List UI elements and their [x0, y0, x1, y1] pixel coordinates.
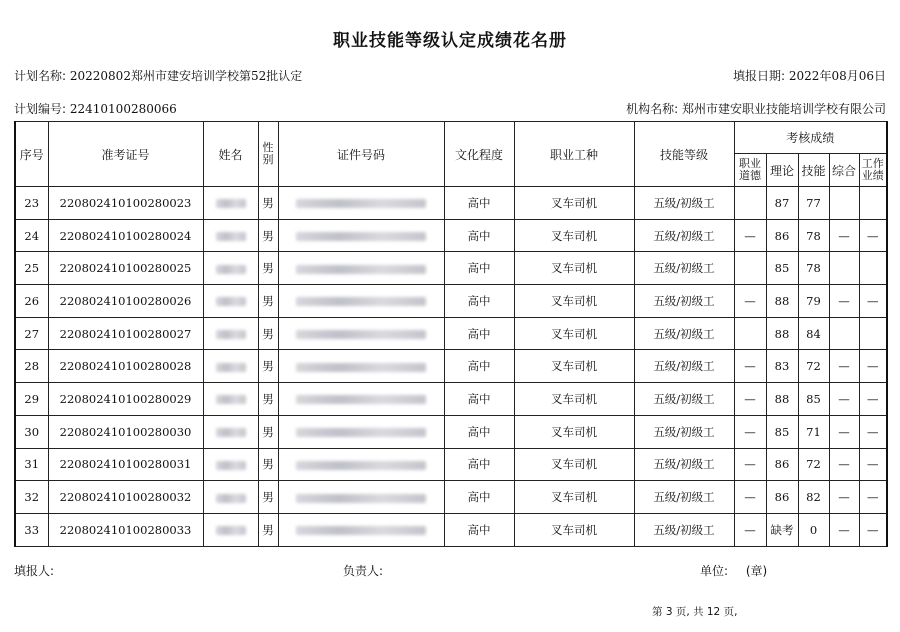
redacted-name: [216, 265, 246, 274]
reporter-label: 填报人:: [14, 564, 55, 578]
cell-id-no: [278, 513, 444, 546]
cell-skill: 77: [798, 187, 829, 220]
plan-name-line: [14, 67, 302, 84]
plan-name-label: 计划名称:: [14, 69, 67, 83]
cell-ethics: [734, 187, 766, 220]
cell-level: 五级/初级工: [634, 252, 734, 285]
cell-seq: 30: [15, 415, 48, 448]
table-row: [15, 285, 887, 318]
cell-name: [203, 350, 258, 383]
cell-ethics: —: [734, 350, 766, 383]
redacted-id-no: [296, 232, 426, 241]
header-exam-no: 准考证号: [48, 122, 203, 187]
cell-name: [203, 317, 258, 350]
cell-exam-no: 220802410100280030: [48, 415, 203, 448]
cell-theory: 88: [766, 317, 798, 350]
cell-skill: 0: [798, 513, 829, 546]
redacted-id-no: [296, 363, 426, 372]
cell-performance: —: [859, 415, 887, 448]
cell-skill: 79: [798, 285, 829, 318]
cell-theory: 86: [766, 219, 798, 252]
cell-comprehensive: [829, 252, 859, 285]
redacted-name: [216, 199, 246, 208]
cell-exam-no: 220802410100280028: [48, 350, 203, 383]
cell-id-no: [278, 383, 444, 416]
cell-id-no: [278, 187, 444, 220]
cell-level: 五级/初级工: [634, 513, 734, 546]
cell-gender: 男: [258, 481, 278, 514]
cell-occupation: 叉车司机: [514, 448, 634, 481]
cell-level: 五级/初级工: [634, 350, 734, 383]
table-body: [15, 187, 887, 547]
cell-level: 五级/初级工: [634, 219, 734, 252]
cell-gender: 男: [258, 317, 278, 350]
header-performance: 工作业绩: [859, 154, 887, 187]
cell-education: 高中: [444, 317, 514, 350]
table-row: [15, 383, 887, 416]
cell-education: 高中: [444, 219, 514, 252]
cell-level: 五级/初级工: [634, 317, 734, 350]
cell-level: 五级/初级工: [634, 448, 734, 481]
cell-ethics: —: [734, 383, 766, 416]
cell-gender: 男: [258, 448, 278, 481]
cell-comprehensive: [829, 187, 859, 220]
redacted-name: [216, 363, 246, 372]
cell-level: 五级/初级工: [634, 187, 734, 220]
cell-level: 五级/初级工: [634, 285, 734, 318]
cell-exam-no: 220802410100280033: [48, 513, 203, 546]
cell-ethics: —: [734, 481, 766, 514]
cell-education: 高中: [444, 415, 514, 448]
cell-comprehensive: —: [829, 383, 859, 416]
score-table: [14, 121, 888, 547]
redacted-id-no: [296, 297, 426, 306]
header-name: 姓名: [203, 122, 258, 187]
cell-id-no: [278, 350, 444, 383]
cell-performance: —: [859, 285, 887, 318]
redacted-id-no: [296, 199, 426, 208]
header-level: 技能等级: [634, 122, 734, 187]
cell-level: 五级/初级工: [634, 415, 734, 448]
cell-exam-no: 220802410100280025: [48, 252, 203, 285]
cell-id-no: [278, 252, 444, 285]
report-date-value: 2022年08月06日: [788, 69, 886, 83]
cell-occupation: 叉车司机: [514, 481, 634, 514]
cell-id-no: [278, 481, 444, 514]
cell-education: 高中: [444, 383, 514, 416]
cell-performance: —: [859, 219, 887, 252]
cell-skill: 72: [798, 448, 829, 481]
plan-no-line: [14, 100, 177, 117]
cell-performance: —: [859, 448, 887, 481]
cell-occupation: 叉车司机: [514, 252, 634, 285]
cell-seq: 25: [15, 252, 48, 285]
cell-theory: 缺考: [766, 513, 798, 546]
cell-occupation: 叉车司机: [514, 317, 634, 350]
cell-theory: 83: [766, 350, 798, 383]
cell-occupation: 叉车司机: [514, 415, 634, 448]
header-education: 文化程度: [444, 122, 514, 187]
report-date-label: 填报日期:: [733, 69, 786, 83]
cell-gender: 男: [258, 513, 278, 546]
cell-performance: —: [859, 513, 887, 546]
cell-comprehensive: —: [829, 448, 859, 481]
redacted-id-no: [296, 428, 426, 437]
cell-id-no: [278, 415, 444, 448]
cell-name: [203, 448, 258, 481]
cell-performance: —: [859, 350, 887, 383]
table-row: [15, 415, 887, 448]
cell-name: [203, 285, 258, 318]
cell-exam-no: 220802410100280027: [48, 317, 203, 350]
header-comprehensive: 综合: [829, 154, 859, 187]
header-theory: 理论: [766, 154, 798, 187]
responsible-label: 负责人:: [343, 564, 384, 578]
page-info: 第 3 页, 共 12 页,: [652, 606, 738, 618]
cell-skill: 72: [798, 350, 829, 383]
cell-theory: 86: [766, 481, 798, 514]
cell-education: 高中: [444, 252, 514, 285]
cell-skill: 82: [798, 481, 829, 514]
cell-education: 高中: [444, 513, 514, 546]
org-value: 郑州市建安职业技能培训学校有限公司: [681, 102, 886, 116]
cell-ethics: —: [734, 285, 766, 318]
cell-occupation: 叉车司机: [514, 187, 634, 220]
cell-comprehensive: —: [829, 219, 859, 252]
table-row: [15, 513, 887, 546]
header-seq: 序号: [15, 122, 48, 187]
cell-comprehensive: —: [829, 513, 859, 546]
cell-seq: 31: [15, 448, 48, 481]
redacted-id-no: [296, 330, 426, 339]
cell-performance: —: [859, 383, 887, 416]
cell-name: [203, 187, 258, 220]
cell-exam-no: 220802410100280026: [48, 285, 203, 318]
cell-name: [203, 481, 258, 514]
plan-name-value: 20220802郑州市建安培训学校第52批认定: [69, 69, 303, 83]
redacted-name: [216, 428, 246, 437]
redacted-name: [216, 395, 246, 404]
cell-skill: 78: [798, 252, 829, 285]
cell-theory: 88: [766, 383, 798, 416]
redacted-id-no: [296, 461, 426, 470]
cell-seq: 28: [15, 350, 48, 383]
cell-comprehensive: —: [829, 350, 859, 383]
cell-name: [203, 513, 258, 546]
cell-comprehensive: —: [829, 481, 859, 514]
cell-name: [203, 383, 258, 416]
table-row: [15, 252, 887, 285]
redacted-id-no: [296, 526, 426, 535]
cell-exam-no: 220802410100280029: [48, 383, 203, 416]
redacted-name: [216, 526, 246, 535]
cell-performance: —: [859, 481, 887, 514]
header-gender: 性别: [258, 122, 278, 187]
cell-name: [203, 219, 258, 252]
cell-skill: 84: [798, 317, 829, 350]
cell-ethics: —: [734, 219, 766, 252]
redacted-id-no: [296, 265, 426, 274]
org-label: 机构名称:: [626, 102, 679, 116]
cell-seq: 27: [15, 317, 48, 350]
cell-occupation: 叉车司机: [514, 219, 634, 252]
cell-education: 高中: [444, 350, 514, 383]
cell-seq: 24: [15, 219, 48, 252]
redacted-name: [216, 232, 246, 241]
cell-performance: [859, 187, 887, 220]
cell-exam-no: 220802410100280023: [48, 187, 203, 220]
cell-education: 高中: [444, 481, 514, 514]
cell-gender: 男: [258, 252, 278, 285]
cell-skill: 85: [798, 383, 829, 416]
cell-performance: [859, 317, 887, 350]
cell-theory: 85: [766, 252, 798, 285]
plan-no-label: 计划编号:: [14, 102, 67, 116]
cell-gender: 男: [258, 350, 278, 383]
cell-performance: [859, 252, 887, 285]
cell-level: 五级/初级工: [634, 383, 734, 416]
cell-theory: 85: [766, 415, 798, 448]
cell-gender: 男: [258, 219, 278, 252]
cell-gender: 男: [258, 383, 278, 416]
cell-level: 五级/初级工: [634, 481, 734, 514]
header-scores: 考核成绩: [734, 122, 887, 154]
cell-seq: 26: [15, 285, 48, 318]
cell-exam-no: 220802410100280024: [48, 219, 203, 252]
cell-exam-no: 220802410100280031: [48, 448, 203, 481]
org-line: [626, 100, 886, 117]
seal-label: (章): [745, 564, 768, 578]
cell-exam-no: 220802410100280032: [48, 481, 203, 514]
cell-skill: 78: [798, 219, 829, 252]
cell-seq: 29: [15, 383, 48, 416]
cell-occupation: 叉车司机: [514, 383, 634, 416]
cell-id-no: [278, 285, 444, 318]
cell-ethics: —: [734, 415, 766, 448]
table-row: [15, 219, 887, 252]
redacted-id-no: [296, 494, 426, 503]
cell-comprehensive: —: [829, 285, 859, 318]
page-title: 职业技能等级认定成绩花名册: [333, 31, 567, 51]
cell-name: [203, 252, 258, 285]
table-row: [15, 187, 887, 220]
cell-theory: 88: [766, 285, 798, 318]
cell-occupation: 叉车司机: [514, 513, 634, 546]
unit-line: [700, 562, 767, 579]
cell-comprehensive: [829, 317, 859, 350]
report-date-line: [733, 67, 886, 84]
cell-id-no: [278, 317, 444, 350]
cell-theory: 87: [766, 187, 798, 220]
cell-occupation: 叉车司机: [514, 285, 634, 318]
cell-education: 高中: [444, 448, 514, 481]
cell-ethics: [734, 252, 766, 285]
redacted-name: [216, 461, 246, 470]
redacted-id-no: [296, 395, 426, 404]
cell-seq: 23: [15, 187, 48, 220]
cell-id-no: [278, 448, 444, 481]
unit-label: 单位:: [700, 564, 729, 578]
table-row: [15, 350, 887, 383]
cell-name: [203, 415, 258, 448]
header-occupation: 职业工种: [514, 122, 634, 187]
cell-comprehensive: —: [829, 415, 859, 448]
cell-seq: 33: [15, 513, 48, 546]
cell-education: 高中: [444, 187, 514, 220]
table-row: [15, 317, 887, 350]
header-id-no: 证件号码: [278, 122, 444, 187]
table-row: [15, 481, 887, 514]
cell-education: 高中: [444, 285, 514, 318]
cell-theory: 86: [766, 448, 798, 481]
header-skill: 技能: [798, 154, 829, 187]
redacted-name: [216, 330, 246, 339]
cell-gender: 男: [258, 415, 278, 448]
cell-gender: 男: [258, 187, 278, 220]
cell-ethics: —: [734, 513, 766, 546]
cell-ethics: [734, 317, 766, 350]
header-ethics: 职业道德: [734, 154, 766, 187]
cell-occupation: 叉车司机: [514, 350, 634, 383]
cell-ethics: —: [734, 448, 766, 481]
cell-id-no: [278, 219, 444, 252]
redacted-name: [216, 297, 246, 306]
cell-gender: 男: [258, 285, 278, 318]
redacted-name: [216, 494, 246, 503]
table-row: [15, 448, 887, 481]
cell-skill: 71: [798, 415, 829, 448]
cell-seq: 32: [15, 481, 48, 514]
plan-no-value: 22410100280066: [69, 102, 177, 116]
